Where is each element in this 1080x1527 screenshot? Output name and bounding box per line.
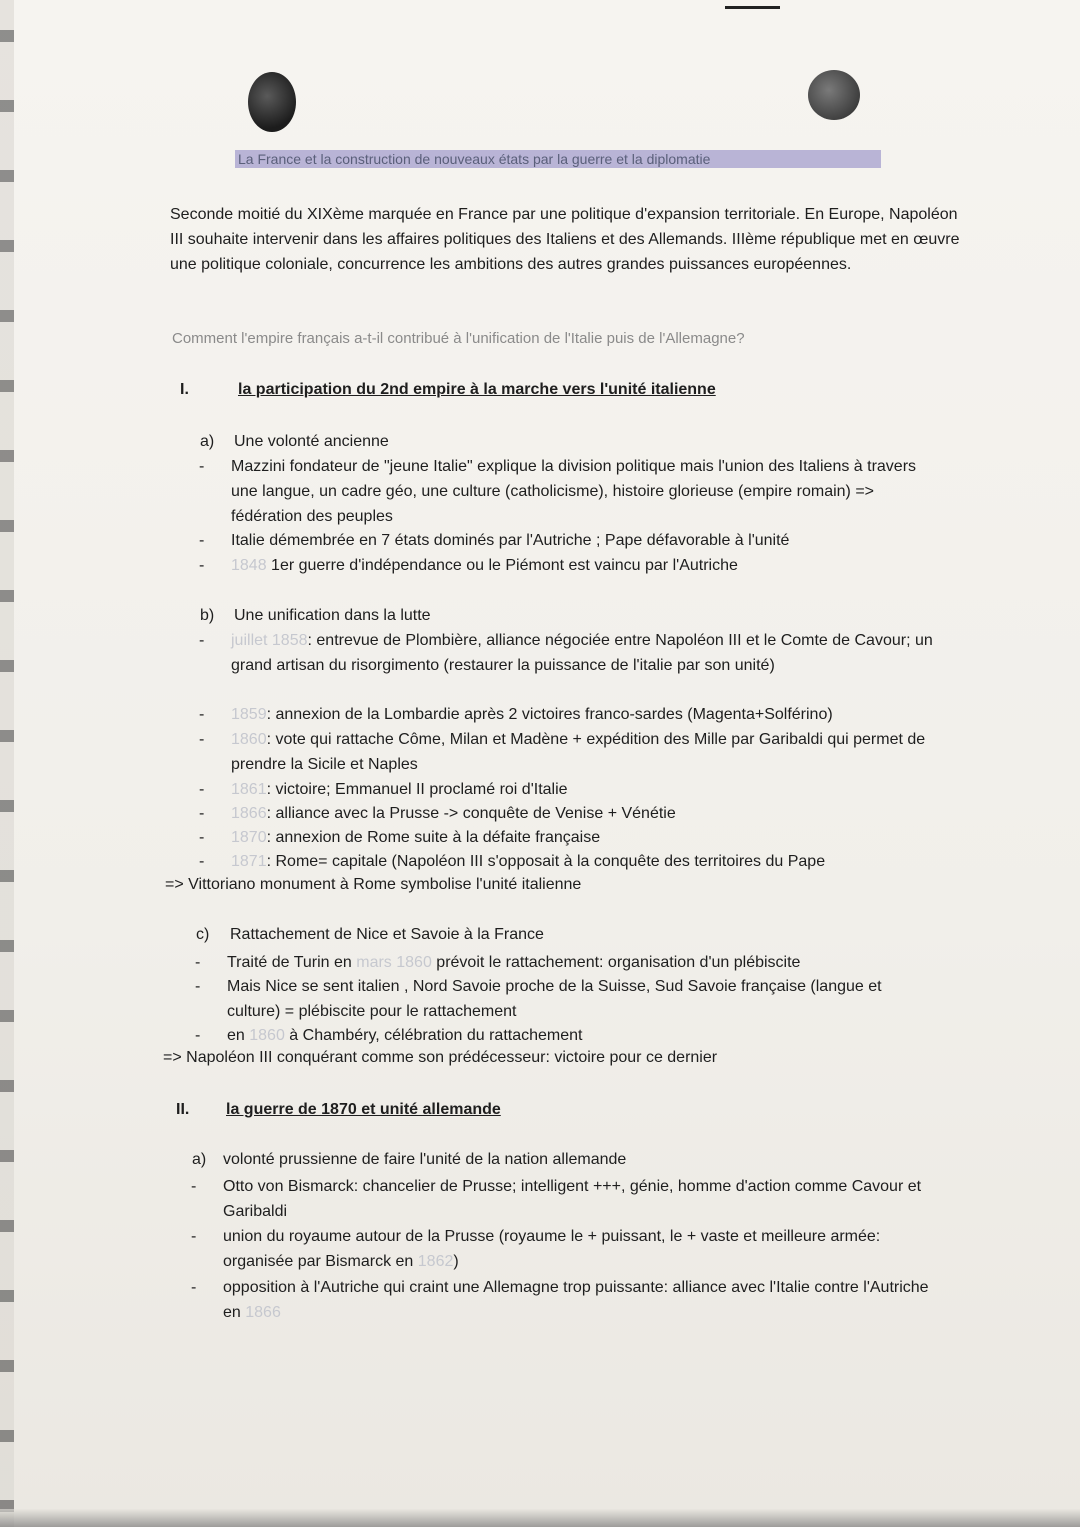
list-item: - opposition à l'Autriche qui craint une Allemagne trop puissante: alliance avec l'Italie contre l'Autriche en 1866 — [191, 1279, 929, 1321]
part1-c-heading — [196, 926, 544, 944]
list-item: - Mazzini fondateur de "jeune Italie" explique la division politique mais l'union des Italiens à travers une langue, un cadre géo, une culture (catholicisme), histoire glorieuse (empire romain) => fédération des peuples — [199, 458, 917, 525]
part1-b-title: Une unification dans la lutte — [234, 607, 431, 624]
part1-c-title: Rattachement de Nice et Savoie à la France — [230, 926, 544, 943]
list-item: - Traité de Turin en mars 1860 prévoit le rattachement: organisation d'un plébiscite — [195, 954, 801, 971]
part2-a-title: volonté prussienne de faire l'unité de la nation allemande — [223, 1151, 627, 1168]
part2-heading — [176, 1101, 501, 1119]
intro-paragraph: Seconde moitié du XIXème marquée en France par une politique d'expansion territoriale. En Europe, Napoléon III souhaite intervenir dans les affaires politiques des Italiens et des Allemands. IIIème république met en œuvre une politique coloniale, concurrence les ambitions des autres grandes puissances européennes. — [170, 206, 960, 273]
list-item: - union du royaume autour de la Prusse (royaume le + puissant, le + vaste et meilleure armée: organisée par Bismarck en 1862) — [191, 1228, 881, 1270]
list-item: - Mais Nice se sent italien , Nord Savoie proche de la Suisse, Sud Savoie française (langue et culture) = plébiscite pour le rattachement — [195, 978, 882, 1020]
page-left-shadow — [0, 0, 14, 1527]
list-item: - 1848 1er guerre d'indépendance ou le Piémont est vaincu par l'Autriche — [199, 557, 738, 574]
punch-hole-right — [808, 70, 860, 120]
part1-title: la participation du 2nd empire à la marche vers l'unité italienne — [238, 381, 716, 398]
part1-c-letter: c) — [196, 926, 210, 943]
document-title: La France et la construction de nouveaux états par la guerre et la diplomatie — [235, 150, 881, 168]
part1-c-conclusion: => Napoléon III conquérant comme son prédécesseur: victoire pour ce dernier — [163, 1049, 718, 1066]
part1-heading — [180, 381, 716, 399]
part2-a-letter: a) — [192, 1151, 207, 1168]
list-item: - 1860: vote qui rattache Côme, Milan et Madène + expédition des Mille par Garibaldi qui permet de prendre la Sicile et Naples — [199, 731, 926, 773]
page-bottom-shadow — [0, 1509, 1080, 1527]
list-item: - 1861: victoire; Emmanuel II proclamé roi d'Italie — [199, 781, 568, 798]
list-item: - 1866: alliance avec la Prusse -> conquête de Venise + Vénétie — [199, 805, 676, 822]
part2-title: la guerre de 1870 et unité allemande — [226, 1101, 501, 1118]
list-item: - Otto von Bismarck: chancelier de Prusse; intelligent +++, génie, homme d'action comme Cavour et Garibaldi — [191, 1178, 922, 1220]
part1-a-letter: a) — [200, 433, 215, 450]
list-item: - en 1860 à Chambéry, célébration du rattachement — [195, 1027, 583, 1044]
punch-hole-left — [248, 72, 296, 132]
top-edge-mark — [725, 6, 780, 9]
part1-number: I. — [180, 381, 189, 398]
part1-b-heading — [200, 607, 431, 625]
list-item: - 1870: annexion de Rome suite à la défaite française — [199, 829, 601, 846]
part2-number: II. — [176, 1101, 190, 1118]
list-item: - Italie démembrée en 7 états dominés par l'Autriche ; Pape défavorable à l'unité — [199, 532, 790, 549]
part1-a-title: Une volonté ancienne — [234, 433, 389, 450]
part2-a-heading — [192, 1151, 626, 1169]
problem-question: Comment l'empire français a-t-il contribué à l'unification de l'Italie puis de l'Allemagne? — [172, 330, 745, 347]
part1-b-conclusion: => Vittoriano monument à Rome symbolise l'unité italienne — [165, 876, 582, 893]
part1-b-letter: b) — [200, 607, 215, 624]
list-item: - 1871: Rome= capitale (Napoléon III s'opposait à la conquête des territoires du Pape — [199, 853, 826, 870]
list-item: - 1859: annexion de la Lombardie après 2 victoires franco-sardes (Magenta+Solférino) — [199, 706, 833, 723]
list-item: - juillet 1858: entrevue de Plombière, alliance négociée entre Napoléon III et le Comte de Cavour; un grand artisan du risorgimento (restaurer la puissance de l'italie par son unité) — [199, 632, 933, 674]
part1-a-heading — [200, 433, 389, 451]
